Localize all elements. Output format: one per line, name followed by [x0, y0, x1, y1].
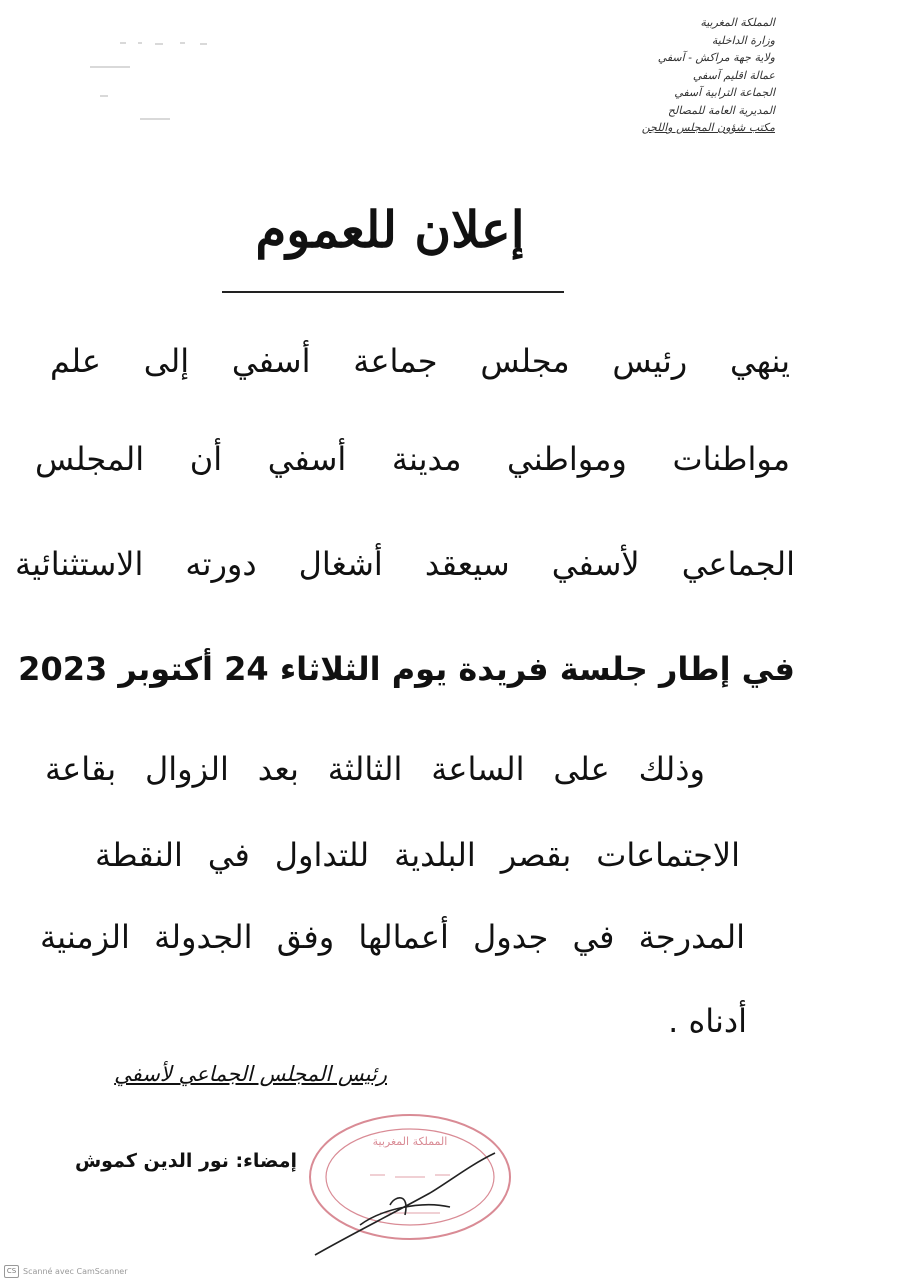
document-title: إعلان للعموم — [255, 200, 525, 259]
body-line: ينهي رئيس مجلس جماعة أسفي إلى علم — [50, 342, 790, 380]
scan-smudge — [80, 30, 270, 130]
body-line: الاجتماعات بقصر البلدية للتداول في النقطة — [95, 836, 740, 874]
scanner-text: Scanné avec CamScanner — [23, 1266, 128, 1276]
official-stamp — [300, 1105, 520, 1265]
letterhead-line: الجماعة الترابية آسفي — [674, 86, 775, 99]
letterhead-line: مكتب شؤون المجلس واللجن — [641, 121, 775, 134]
title-underline — [222, 291, 564, 293]
body-line: المدرجة في جدول أعمالها وفق الجدولة الزمنية — [40, 918, 745, 956]
body-line: وذلك على الساعة الثالثة بعد الزوال بقاعة — [45, 750, 705, 788]
body-line: مواطنات ومواطني مدينة أسفي أن المجلس — [35, 440, 790, 478]
letterhead-line: المديرية العامة للمصالح — [667, 103, 775, 117]
signature-line: إمضاء: نور الدين كموش — [74, 1150, 297, 1172]
camscanner-icon: CS — [4, 1265, 19, 1278]
letterhead — [555, 14, 775, 137]
stamp-text: المملكة المغربية — [372, 1135, 448, 1148]
letterhead-line: عمالة اقليم آسفي — [692, 68, 775, 82]
signer-title: رئيس المجلس الجماعي لأسفي — [114, 1062, 387, 1086]
letterhead-line: ولاية جهة مراكش - آسفي — [657, 51, 775, 64]
scanner-watermark — [4, 1264, 128, 1278]
body-line: أدناه . — [668, 1002, 747, 1040]
body-line: الجماعي لأسفي سيعقد أشغال دورته الاستثنائية — [15, 545, 795, 583]
body-line: في إطار جلسة فريدة يوم الثلاثاء 24 أكتوبر 2023 — [18, 650, 795, 688]
letterhead-line: المملكة المغربية — [700, 16, 775, 29]
letterhead-line: وزارة الداخلية — [711, 33, 775, 47]
